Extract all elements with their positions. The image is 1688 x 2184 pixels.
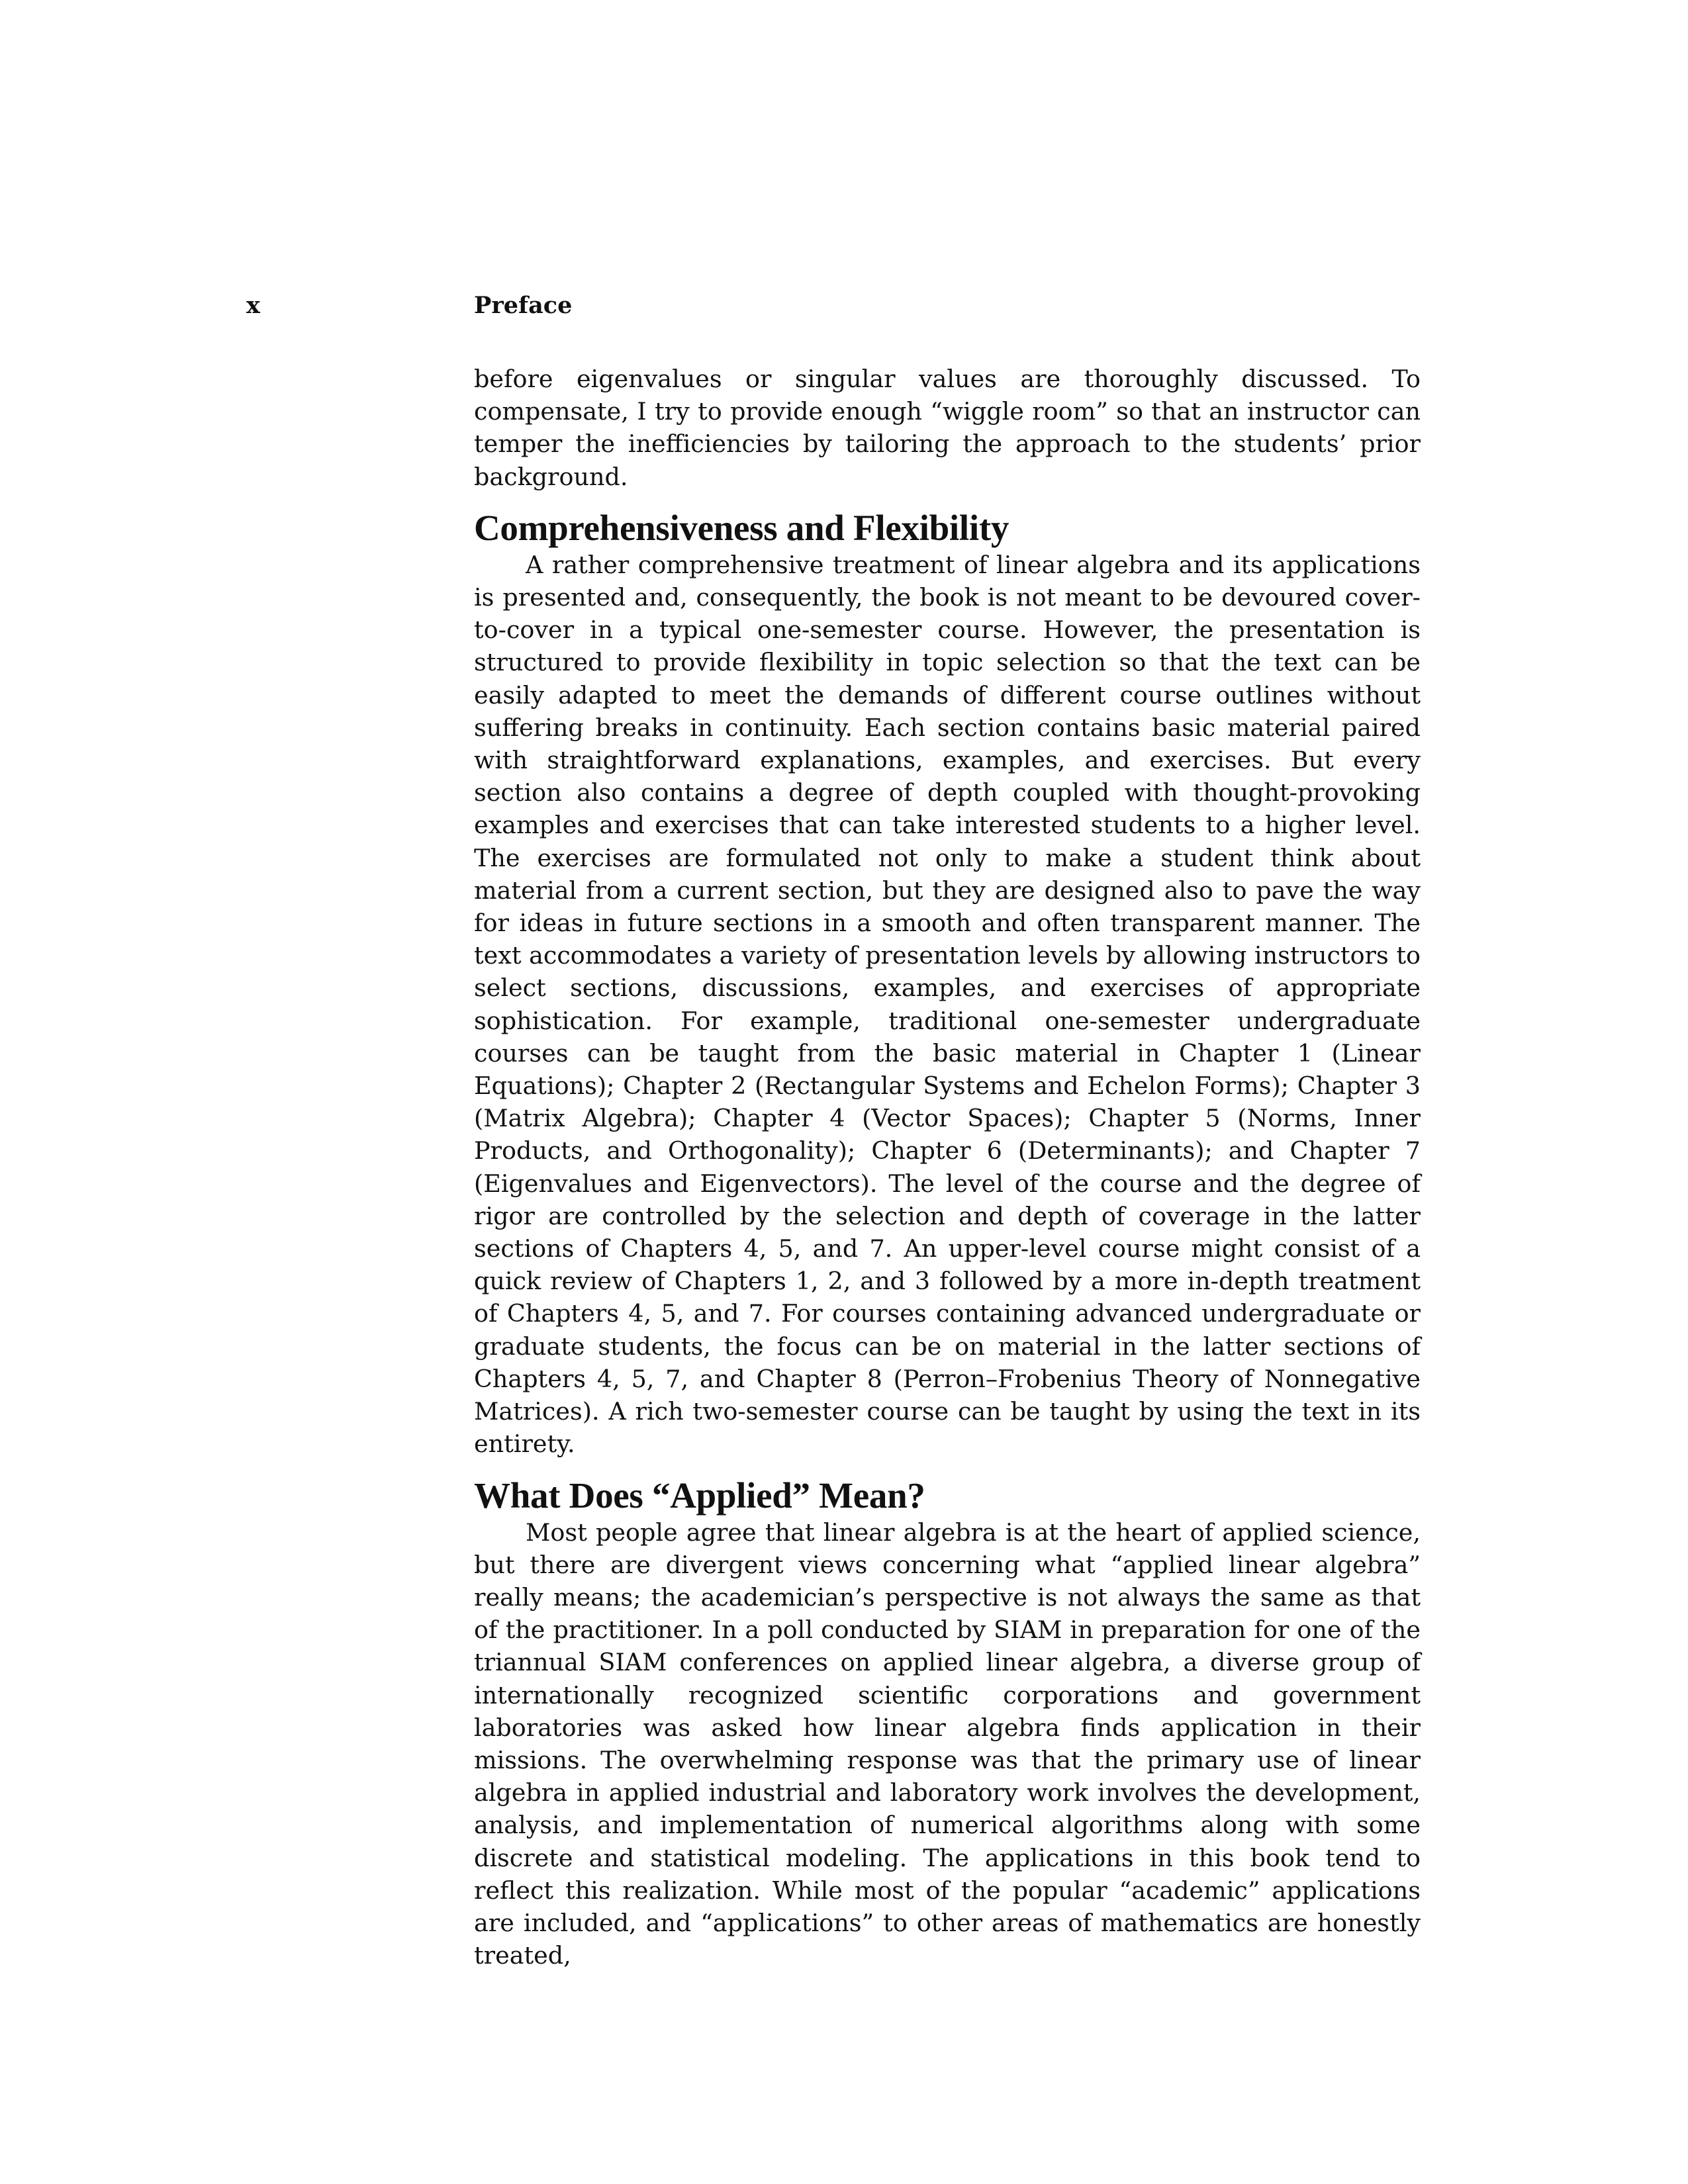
running-title: Preface bbox=[474, 292, 573, 319]
paragraph-applied: Most people agree that linear algebra is at the heart of applied science, but there are divergent views concerning what “applied linear algebra” really means; the academician’s perspective is not always the same as that of the practitioner. In a poll conducted by SIAM in preparation for one of the triannual SIAM conferences on applied linear algebra, a diverse group of internationally recognized scientific corporations and government laboratories was asked how linear algebra finds application in their missions. The overwhelming response was that the primary use of linear algebra in applied industrial and laboratory work involves the development, analysis, and implementation of numerical algorithms along with some discrete and statistical modeling. The applications in this book tend to reflect this realization. While most of the popular “academic” applications are included, and “applications” to other areas of mathematics are honestly treated, bbox=[474, 1518, 1421, 1970]
section-heading-applied: What Does “Applied” Mean? bbox=[474, 1475, 925, 1516]
body-text bbox=[474, 363, 1421, 1972]
intro-paragraph: before eigenvalues or singular values are thoroughly discussed. To compensate, I try to provide enough “wiggle room” so that an instructor can temper the inefficiencies by tailoring the approach to the students’ prior background. bbox=[474, 365, 1421, 491]
paragraph-comprehensiveness: A rather comprehensive treatment of linear algebra and its applications is presented and, consequently, the book is not meant to be devoured cover-to-cover in a typical one-semester course. However, the presentation is structured to provide flexibility in topic selection so that the text can be easily adapted to meet the demands of different course outlines without suffering breaks in continuity. Each section contains basic material paired with straightforward explanations, examples, and exercises. But every section also contains a degree of depth coupled with thought-provoking examples and exercises that can take interested students to a higher level. The exercises are formulated not only to make a student think about material from a current section, but they are designed also to pave the way for ideas in future sections in a smooth and often transparent manner. The text accommodates a variety of presentation levels by allowing instructors to select sections, discussions, examples, and exercises of appropriate sophistication. For example, traditional one-semester undergraduate courses can be taught from the basic material in Chapter 1 (Linear Equations); Chapter 2 (Rectangular Systems and Echelon Forms); Chapter 3 (Matrix Algebra); Chapter 4 (Vector Spaces); Chapter 5 (Norms, Inner Products, and Orthogonality); Chapter 6 (Determinants); and Chapter 7 (Eigenvalues and Eigenvectors). The level of the course and the degree of rigor are controlled by the selection and depth of coverage in the latter sections of Chapters 4, 5, and 7. An upper-level course might consist of a quick review of Chapters 1, 2, and 3 followed by a more in-depth treatment of Chapters 4, 5, and 7. For courses containing advanced undergraduate or graduate students, the focus can be on material in the latter sections of Chapters 4, 5, 7, and Chapter 8 (Perron–Frobenius Theory of Nonnegative Matrices). A rich two-semester course can be taught by using the text in its entirety. bbox=[474, 550, 1421, 1459]
section-heading-comprehensiveness: Comprehensiveness and Flexibility bbox=[474, 507, 1009, 548]
page-number: x bbox=[246, 292, 260, 319]
running-head bbox=[0, 291, 1688, 331]
